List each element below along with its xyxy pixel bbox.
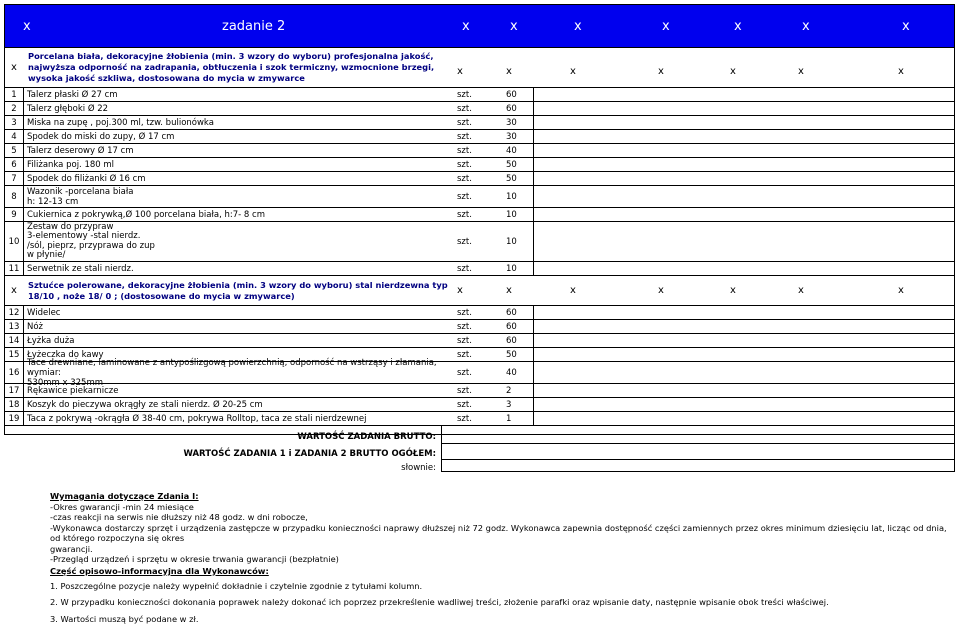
item-description: Miska na zupę , poj.300 ml, tzw. bulionówka xyxy=(27,117,214,128)
item-quantity: 50 xyxy=(504,172,534,185)
requirement-line: -Okres gwarancji -min 24 miesiące xyxy=(50,501,194,512)
section-col-3: x xyxy=(570,66,576,77)
grand-total-label: WARTOŚĆ ZADANIA 1 i ZADANIA 2 BRUTTO OGÓŁEM: xyxy=(183,449,436,459)
section-col-5: x xyxy=(730,285,736,296)
header-col-1: x xyxy=(462,19,470,34)
item-number: 16 xyxy=(4,362,24,383)
item-description: Nóż xyxy=(27,321,44,332)
item-description: Spodek do filiżanki Ø 16 cm xyxy=(27,173,146,184)
item-quantity: 10 xyxy=(504,186,534,207)
section-col-6: x xyxy=(798,285,804,296)
item-number: 2 xyxy=(4,102,24,115)
item-unit: szt. xyxy=(457,191,472,202)
item-unit: szt. xyxy=(457,385,472,396)
info-line: 2. W przypadku konieczności dokonania poprawek należy dokonać ich poprzez przekreślenie wadliwej treści, złożenie parafki oraz wpisanie daty, następnie wpisanie obok treści właściwej. xyxy=(50,597,829,607)
item-unit: szt. xyxy=(457,263,472,274)
item-unit: szt. xyxy=(457,307,472,318)
header-col-4: x xyxy=(662,19,670,34)
requirements-title: Wymagania dotyczące Zdania I: xyxy=(50,491,199,501)
section-description: Sztućce polerowane, dekoracyjne żłobienia (min. 3 wzory do wyboru) stal nierdzewna typ 18/10 , noże 18/ 0 ; (dostosowane do mycia w zmywarce) xyxy=(28,279,448,301)
table-row xyxy=(4,144,955,158)
item-number: 4 xyxy=(4,130,24,143)
item-description: Widelec xyxy=(27,307,61,318)
table-row xyxy=(4,116,955,130)
table-row xyxy=(4,172,955,186)
item-unit: szt. xyxy=(457,103,472,114)
item-description: Koszyk do pieczywa okrągły ze stali nierdz. Ø 20-25 cm xyxy=(27,399,263,410)
item-unit: szt. xyxy=(457,209,472,220)
item-quantity: 60 xyxy=(504,88,534,101)
item-number: 19 xyxy=(4,412,24,425)
grand-total-value[interactable] xyxy=(441,444,955,460)
item-unit: szt. xyxy=(457,413,472,424)
item-number: 15 xyxy=(4,348,24,361)
section-col-2: x xyxy=(506,285,512,296)
item-quantity: 30 xyxy=(504,130,534,143)
item-number: 7 xyxy=(4,172,24,185)
section-col-5: x xyxy=(730,66,736,77)
item-quantity: 2 xyxy=(504,384,534,397)
item-quantity: 40 xyxy=(504,144,534,157)
total-brutto-value[interactable] xyxy=(441,426,955,444)
requirement-line: -Przegląd urządzeń i sprzętu w okresie trwania gwarancji (bezpłatnie) xyxy=(50,554,339,564)
item-quantity: 10 xyxy=(504,222,534,261)
info-line: 1. Poszczególne pozycje należy wypełnić dokładnie i czytelnie zgodnie z tytułami kolumn. xyxy=(50,580,423,591)
item-number: 17 xyxy=(4,384,24,397)
in-words-value[interactable] xyxy=(441,460,955,472)
item-unit: szt. xyxy=(457,367,472,378)
info-line: 3. Wartości muszą być podane w zł. xyxy=(50,613,199,624)
table-header xyxy=(4,4,955,48)
section-col-1: x xyxy=(457,66,463,77)
section-col-7: x xyxy=(898,285,904,296)
item-quantity: 10 xyxy=(504,262,534,275)
section-col-6: x xyxy=(798,66,804,77)
item-quantity: 10 xyxy=(504,208,534,221)
info-section xyxy=(50,566,955,624)
header-col-5: x xyxy=(734,19,742,34)
section-col-2: x xyxy=(506,66,512,77)
item-description-line-2: 530mm x 325mm xyxy=(27,377,104,388)
item-description: Talerz głęboki Ø 22 xyxy=(27,103,109,114)
item-number: 10 xyxy=(4,222,24,261)
item-description: Talerz deserowy Ø 17 cm xyxy=(27,145,134,156)
item-quantity: 60 xyxy=(504,306,534,319)
item-number: 8 xyxy=(4,186,24,207)
section-row-porcelain xyxy=(4,48,955,88)
item-unit: szt. xyxy=(457,89,472,100)
item-unit: szt. xyxy=(457,349,472,360)
table-row xyxy=(4,320,955,334)
table-row xyxy=(4,262,955,276)
item-quantity: 60 xyxy=(504,102,534,115)
item-quantity: 1 xyxy=(504,412,534,425)
item-description: Cukiernica z pokrywką,Ø 100 porcelana biała, h:7- 8 cm xyxy=(27,209,265,220)
item-description: Łyżka duża xyxy=(27,335,75,346)
in-words-label: słownie: xyxy=(401,463,436,473)
table-row xyxy=(4,186,955,208)
section-mark: x xyxy=(11,285,17,296)
section-row-cutlery xyxy=(4,276,955,306)
requirements-section xyxy=(50,491,955,565)
section-col-3: x xyxy=(570,285,576,296)
header-title: zadanie 2 xyxy=(222,19,286,34)
item-description: Łyżeczka do kawy xyxy=(27,349,104,360)
item-description-line-1: Wazonik -porcelana biała xyxy=(27,186,134,197)
item-number: 1 xyxy=(4,88,24,101)
requirement-line: -czas reakcji na serwis nie dłuższy niż 48 godz. w dni robocze, xyxy=(50,512,308,522)
item-description-line-2: 3-elementowy -stal nierdz. xyxy=(27,231,141,241)
item-description-line-4: w płynie/ xyxy=(27,250,66,260)
info-title: Część opisowo-informacyjna dla Wykonawców: xyxy=(50,566,269,576)
item-unit: szt. xyxy=(457,335,472,346)
item-number: 6 xyxy=(4,158,24,171)
table-row xyxy=(4,158,955,172)
item-description: Talerz płaski Ø 27 cm xyxy=(27,89,118,100)
item-description-line-1: Tace drewniane, laminowane z antypoślizgową powierzchnią, odporność na wstrząsy i złamania, wymiar: xyxy=(27,357,437,378)
header-col-7: x xyxy=(902,19,910,34)
table-row xyxy=(4,88,955,102)
item-description: Rękawice piekarnicze xyxy=(27,385,119,396)
section-col-4: x xyxy=(658,285,664,296)
item-description: Taca z pokrywą -okrągła Ø 38-40 cm, pokrywa Rolltop, taca ze stali nierdzewnej xyxy=(27,413,367,424)
item-quantity: 40 xyxy=(504,362,534,383)
table-row xyxy=(4,334,955,348)
item-quantity: 50 xyxy=(504,158,534,171)
table-row xyxy=(4,306,955,320)
item-quantity: 50 xyxy=(504,348,534,361)
item-description-line-1: Zestaw do przypraw xyxy=(27,221,114,232)
item-number: 14 xyxy=(4,334,24,347)
table-row xyxy=(4,130,955,144)
item-unit: szt. xyxy=(457,399,472,410)
header-col-6: x xyxy=(802,19,810,34)
table-row xyxy=(4,208,955,222)
item-unit: szt. xyxy=(457,131,472,142)
section-col-4: x xyxy=(658,66,664,77)
item-number: 13 xyxy=(4,320,24,333)
item-quantity: 60 xyxy=(504,320,534,333)
item-unit: szt. xyxy=(457,173,472,184)
section-mark: x xyxy=(11,62,17,73)
header-col-3: x xyxy=(574,19,582,34)
item-description: Filiżanka poj. 180 ml xyxy=(27,159,115,170)
total-brutto-label: WARTOŚĆ ZADANIA BRUTTO: xyxy=(297,432,436,442)
table-row xyxy=(4,102,955,116)
item-quantity: 60 xyxy=(504,334,534,347)
item-description-line-3: /sól, pieprz, przyprawa do zup xyxy=(27,240,155,251)
requirement-line: gwarancji. xyxy=(50,543,93,554)
table-row xyxy=(4,412,955,426)
table-row xyxy=(4,222,955,262)
section-col-7: x xyxy=(898,66,904,77)
item-number: 3 xyxy=(4,116,24,129)
requirement-line: -Wykonawca dostarczy sprzęt i urządzenia zastępcze w przypadku konieczności naprawy dłuższej niż 72 godz. Wykonawca zapewnia dostępność części zamiennych przez okres minimum dziesięciu lat, licząc od dnia, od którego rozpoczyna się okres xyxy=(50,522,947,543)
item-number: 9 xyxy=(4,208,24,221)
item-number: 11 xyxy=(4,262,24,275)
item-description: Serwetnik ze stali nierdz. xyxy=(27,263,134,274)
header-mark: x xyxy=(23,19,31,34)
section-description: Porcelana biała, dekoracyjne żłobienia (min. 3 wzory do wyboru) profesjonalna jakość, najwyższa odporność na zadrapania, obtłuczenia i szok termiczny, wzmocnione brzegi, wysoka jakość szkliwa, dostosowana do mycia w zmywarce xyxy=(28,51,435,83)
item-number: 12 xyxy=(4,306,24,319)
item-number: 18 xyxy=(4,398,24,411)
item-unit: szt. xyxy=(457,321,472,332)
table-row xyxy=(4,384,955,398)
table-row xyxy=(4,398,955,412)
item-unit: szt. xyxy=(457,117,472,128)
item-number: 5 xyxy=(4,144,24,157)
item-description: Spodek do miski do zupy, Ø 17 cm xyxy=(27,131,175,142)
table-row xyxy=(4,357,955,388)
item-unit: szt. xyxy=(457,145,472,156)
item-quantity: 30 xyxy=(504,116,534,129)
item-unit: szt. xyxy=(457,159,472,170)
item-unit: szt. xyxy=(457,236,472,247)
header-col-2: x xyxy=(510,19,518,34)
item-quantity: 3 xyxy=(504,398,534,411)
item-description-line-2: h: 12-13 cm xyxy=(27,196,79,207)
section-col-1: x xyxy=(457,285,463,296)
